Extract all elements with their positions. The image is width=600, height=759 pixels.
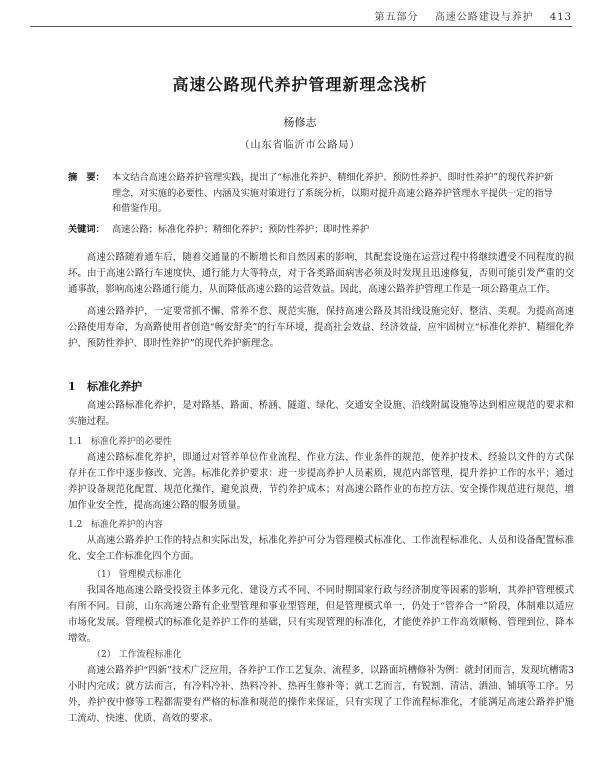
intro-paragraph-2: 高速公路养护，一定要常抓不懈、常养不怠、规范实施，保持高速公路及其沿线设施完好、整洁、美观。为提高高速公路使用寿命，为高路使用者创造“畅安舒美”的行车环境，提高社会效益、经济效益，应牢固树立“标准化养护、精细化养护、预防性养护、即时性养护”的现代养护新理念。 (68, 306, 574, 349)
affiliation: （山东省临沂市公路局） (239, 140, 361, 151)
keywords-text: 高速公路；标准化养护；精细化养护；预防性养护；即时性养护 (112, 224, 370, 235)
item-2-heading (92, 647, 182, 660)
abstract-text: 本文结合高速公路养护管理实践，提出了“标准化养护、精细化养护、预防性养护、即时性养护”的现代养护新理念，对实施的必要性、内涵及实施对策进行了系统分析，以期对提升高速公路养护管理水平提供一定的指导和借鉴作用。 (112, 172, 554, 214)
author: 杨修志 (283, 116, 317, 129)
subsection-1-1-body (68, 450, 574, 514)
section-1-body (68, 398, 574, 430)
item-2-paragraph: 高速公路养护“四新”技术广泛应用，各养护工作工艺复杂、流程多，以路面坑槽修补为例：就封闭而言，发现坑槽需3小时内完成；就方法而言，有冷料冷补、热料冷补、热再生修补等；就工艺而言，有锐割、清洁、洒油、铺填等工序。另外，养护夜中修等工程都需要有严格的标准和规范的操作来保证，只有实现了工作流程标准化，才能满足高速公路养护施工流动、快速、优质、高效的要求。 (68, 665, 574, 724)
item-1-number: （1） (92, 570, 116, 580)
section-1-paragraph: 高速公路标准化养护，是对路基、路面、桥涵、隧道、绿化、交通安全设施、沿线附属设施等达到相应规范的要求和实施过程。 (68, 400, 574, 427)
section-1-heading (68, 378, 142, 394)
item-2-body (68, 663, 574, 727)
subsection-1-1-paragraph: 高速公路标准化养护，即通过对管养单位作业流程、作业方法、作业条件的规范，使养护技术、经验以文件的方式保存并在工作中逐步修改、完善。标准化养护要求：进一步提高养护人员素质，规范内部管理，提升养护工作的水平；通过养护设备规范化配置、规范化操作，避免浪费，节约养护成本；对高速公路作业的布控方法、安全操作规范进行规范，增加作业安全性，提高高速公路的服务质量。 (68, 452, 574, 511)
header-chapter: 第五部分 (374, 12, 419, 23)
section-1-number: 1 (68, 380, 76, 393)
subsection-1-1-heading (68, 434, 172, 447)
keywords (68, 222, 560, 238)
header-section: 高速公路建设与养护 (434, 12, 534, 23)
abstract (68, 170, 560, 217)
subsection-1-1-title: 标准化养护的必要性 (90, 437, 172, 447)
item-1-heading (92, 567, 182, 580)
abstract-label: 摘 要： (68, 172, 105, 183)
subsection-1-2-heading (68, 517, 163, 530)
item-2-title: 工作流程标准化 (118, 650, 182, 660)
item-1-body (68, 583, 574, 647)
running-header (363, 8, 572, 23)
subsection-1-2-number: 1.2 (68, 520, 83, 530)
header-rule (30, 26, 572, 27)
intro-paragraph-1: 高速公路随着通车后，随着交通量的不断增长和自然因素的影响，其配套设施在运营过程中将继续遭受不同程度的损坏。由于高速公路行车速度快、通行能力大等特点，对于各类路面病害必须及时发现且迅速修复，否则可能引发严重的交通事故，影响高速公路通行能力，从而降低高速公路的运营效益。因此，高速公路养护管理工作是一项公路重点工作。 (68, 252, 574, 295)
item-1-title: 管理模式标准化 (118, 570, 182, 580)
item-1-paragraph: 我国各地高速公路受投资主体多元化、建设方式不同、不同时期国家行政与经济制度等因素的影响，其养护管理模式有所不同。目前，山东高速公路有企业型管理和事业型管理，但是管理模式单一，仍处于“管养合一”阶段，体制难以适应市场化发展。管理模式的标准化是养护工作的基础，只有实现管理的标准化，才能使养护工作高效顺畅、管理到位、降本增效。 (68, 585, 574, 644)
page-number: 413 (549, 12, 572, 23)
item-2-number: （2） (92, 650, 116, 660)
subsection-1-1-number: 1.1 (68, 437, 83, 447)
intro (68, 250, 574, 352)
subsection-1-2-body (68, 533, 574, 565)
keywords-label: 关键词： (68, 224, 105, 235)
paper-title: 高速公路现代养护管理新理念浅析 (172, 75, 428, 94)
subsection-1-2-title: 标准化养护的内容 (90, 520, 163, 530)
section-1-title: 标准化养护 (87, 380, 143, 393)
subsection-1-2-paragraph: 从高速公路养护工作的特点和实际出发，标准化养护可分为管理模式标准化、工作流程标准化、人员和设备配置标准化、安全工作标准化四个方面。 (68, 535, 574, 562)
